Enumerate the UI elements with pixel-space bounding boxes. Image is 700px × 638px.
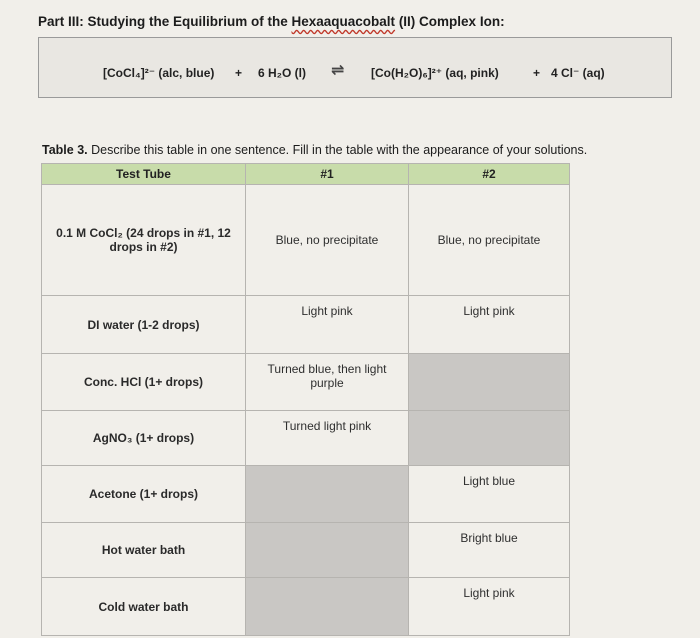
table-header-row [42,164,570,185]
cell-tube-1-shaded [246,523,409,578]
table-row [42,466,570,523]
table-row [42,354,570,411]
row-label: AgNO₃ (1+ drops) [42,411,246,466]
cell-tube-2[interactable]: Light pink [409,578,570,636]
cell-tube-1[interactable]: Light pink [246,296,409,354]
cell-tube-2[interactable]: Bright blue [409,523,570,578]
cell-tube-1[interactable]: Turned light pink [246,411,409,466]
header-tube-2: #2 [409,164,570,185]
row-label: Conc. HCl (1+ drops) [42,354,246,411]
reactant-2: 6 H₂O (l) [258,66,306,80]
cell-tube-1[interactable]: Blue, no precipitate [246,185,409,296]
row-label: DI water (1-2 drops) [42,296,246,354]
caption-label: Table 3. [42,143,88,157]
plus-sign-2: + [533,66,541,80]
reactant-1: [CoCl₄]²⁻ (alc, blue) [103,66,215,80]
cell-tube-2[interactable]: Light blue [409,466,570,523]
table-row [42,411,570,466]
equilibrium-arrow-icon: ⇌ [331,62,345,79]
header-test-tube: Test Tube [42,164,246,185]
table-row [42,185,570,296]
row-label: 0.1 M CoCl₂ (24 drops in #1, 12 drops in #2) [42,185,246,296]
reaction-equation-box [38,37,672,98]
row-label: Cold water bath [42,578,246,636]
product-2: 4 Cl⁻ (aq) [551,66,605,80]
caption-text: Describe this table in one sentence. Fill in the table with the appearance of your solutions. [87,143,588,157]
table-caption [42,143,587,157]
heading-prefix: Part III: Studying the Equilibrium of the [38,14,292,29]
table-row [42,578,570,636]
cell-tube-2[interactable]: Light pink [409,296,570,354]
cell-tube-1-shaded [246,578,409,636]
table-row [42,296,570,354]
header-tube-1: #1 [246,164,409,185]
row-label: Hot water bath [42,523,246,578]
cell-tube-2-shaded [409,354,570,411]
cell-tube-2-shaded [409,411,570,466]
cell-tube-1-shaded [246,466,409,523]
heading-underlined-word: Hexaaquacobalt [291,14,396,29]
heading-suffix: (II) Complex Ion: [395,14,505,29]
product-1: [Co(H₂O)₆]²⁺ (aq, pink) [371,66,499,80]
plus-sign-1: + [235,66,243,80]
cell-tube-2[interactable]: Blue, no precipitate [409,185,570,296]
observation-table [41,163,570,636]
section-heading [38,14,505,29]
row-label: Acetone (1+ drops) [42,466,246,523]
table-row [42,523,570,578]
cell-tube-1[interactable]: Turned blue, then light purple [246,354,409,411]
